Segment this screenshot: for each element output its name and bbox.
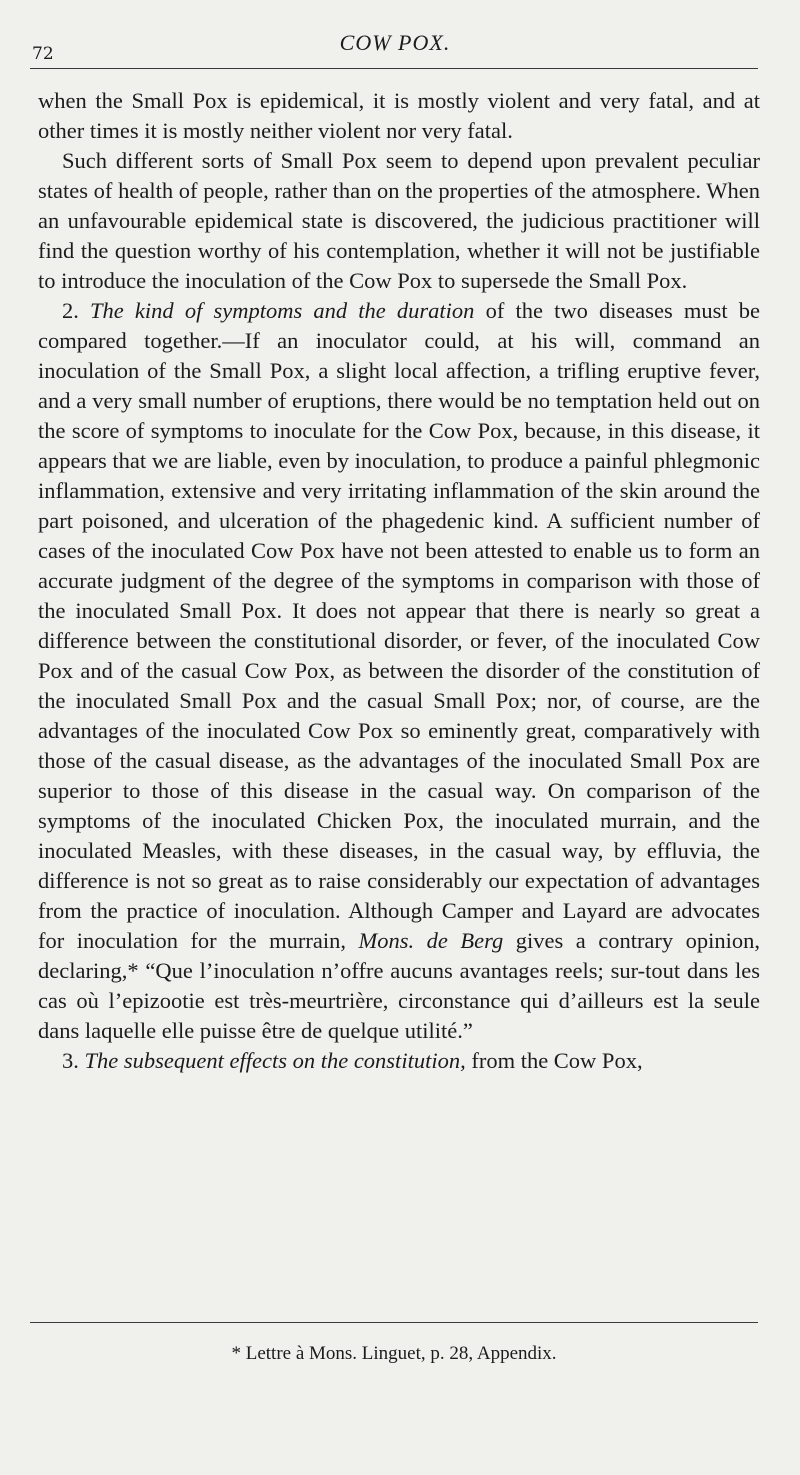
paragraph-4 bbox=[38, 1046, 760, 1076]
section-number-3: 3. bbox=[62, 1048, 79, 1073]
section-heading-2: The kind of symptoms and the duration bbox=[90, 298, 475, 323]
author-name-de-berg: Mons. de Berg bbox=[358, 928, 504, 953]
paragraph-3-text-b: gives a contrary opinion, declaring,* “Que l’inoculation n’offre aucuns avantages reels; sur-tout dans les cas où l’epizootie est très-meurtrière, circonstance qui d’ailleurs est la seule dans laquelle elle puisse être de quelque utilité.” bbox=[38, 928, 761, 1043]
paragraph-3 bbox=[38, 296, 760, 1046]
page-header bbox=[30, 24, 760, 68]
paragraph-4-text: from the Cow Pox, bbox=[471, 1048, 643, 1073]
running-head: COW POX. bbox=[339, 30, 451, 55]
section-heading-3: The subsequent effects on the constitution, bbox=[84, 1048, 466, 1073]
section-number-2: 2. bbox=[62, 298, 79, 323]
paragraph-1: when the Small Pox is epidemical, it is mostly violent and very fatal, and at other times it is mostly neither violent nor very fatal. bbox=[38, 88, 760, 143]
footnote-rule bbox=[30, 1322, 758, 1323]
body-text bbox=[38, 86, 760, 1076]
footnote: * Lettre à Mons. Linguet, p. 28, Appendix. bbox=[231, 1343, 557, 1364]
paragraph-2: Such different sorts of Small Pox seem to depend upon prevalent peculiar states of health of people, rather than on the properties of the atmosphere. When an unfavourable epidemical state is discovered, the judicious practitioner will find the question worthy of his contemplation, whether it will not be justifiable to introduce the inoculation of the Cow Pox to supersede the Small Pox. bbox=[38, 148, 760, 293]
paragraph-3-text-a: of the two diseases must be compared together.—If an inoculator could, at his will, command an inoculation of the Small Pox, a slight local affection, a trifling eruptive fever, and a very small number of eruptions, there would be no temptation held out on the score of symptoms to inoculate for the Cow Pox, because, in this disease, it appears that we are liable, even by inoculation, to produce a painful phlegmonic inflammation, extensive and very irritating inflammation of the skin around the part poisoned, and ulceration of the phagedenic kind. A sufficient number of cases of the inoculated Cow Pox have not been attested to enable us to form an accurate judgment of the degree of the symptoms in comparison with those of the inoculated Small Pox. It does not appear that there is nearly so great a difference between the constitutional disorder, or fever, of the inoculated Cow Pox and of the casual Cow Pox, as between the disorder of the constitution of the inoculated Small Pox and the casual Small Pox; nor, of course, are the advantages of the inoculated Cow Pox so eminently great, comparatively with those of the casual disease, as the advantages of the inoculated Small Pox are superior to those of this disease in the casual way. On comparison of the symptoms of the inoculated Chicken Pox, the inoculated murrain, and the inoculated Measles, with these diseases, in the casual way, by effluvia, the difference is not so great as to raise considerably our expectation of advantages from the practice of inoculation. Although Camper and Layard are advocates for inoculation for the murrain, bbox=[38, 298, 761, 953]
header-rule bbox=[30, 68, 758, 69]
page-number: 72 bbox=[32, 44, 54, 64]
